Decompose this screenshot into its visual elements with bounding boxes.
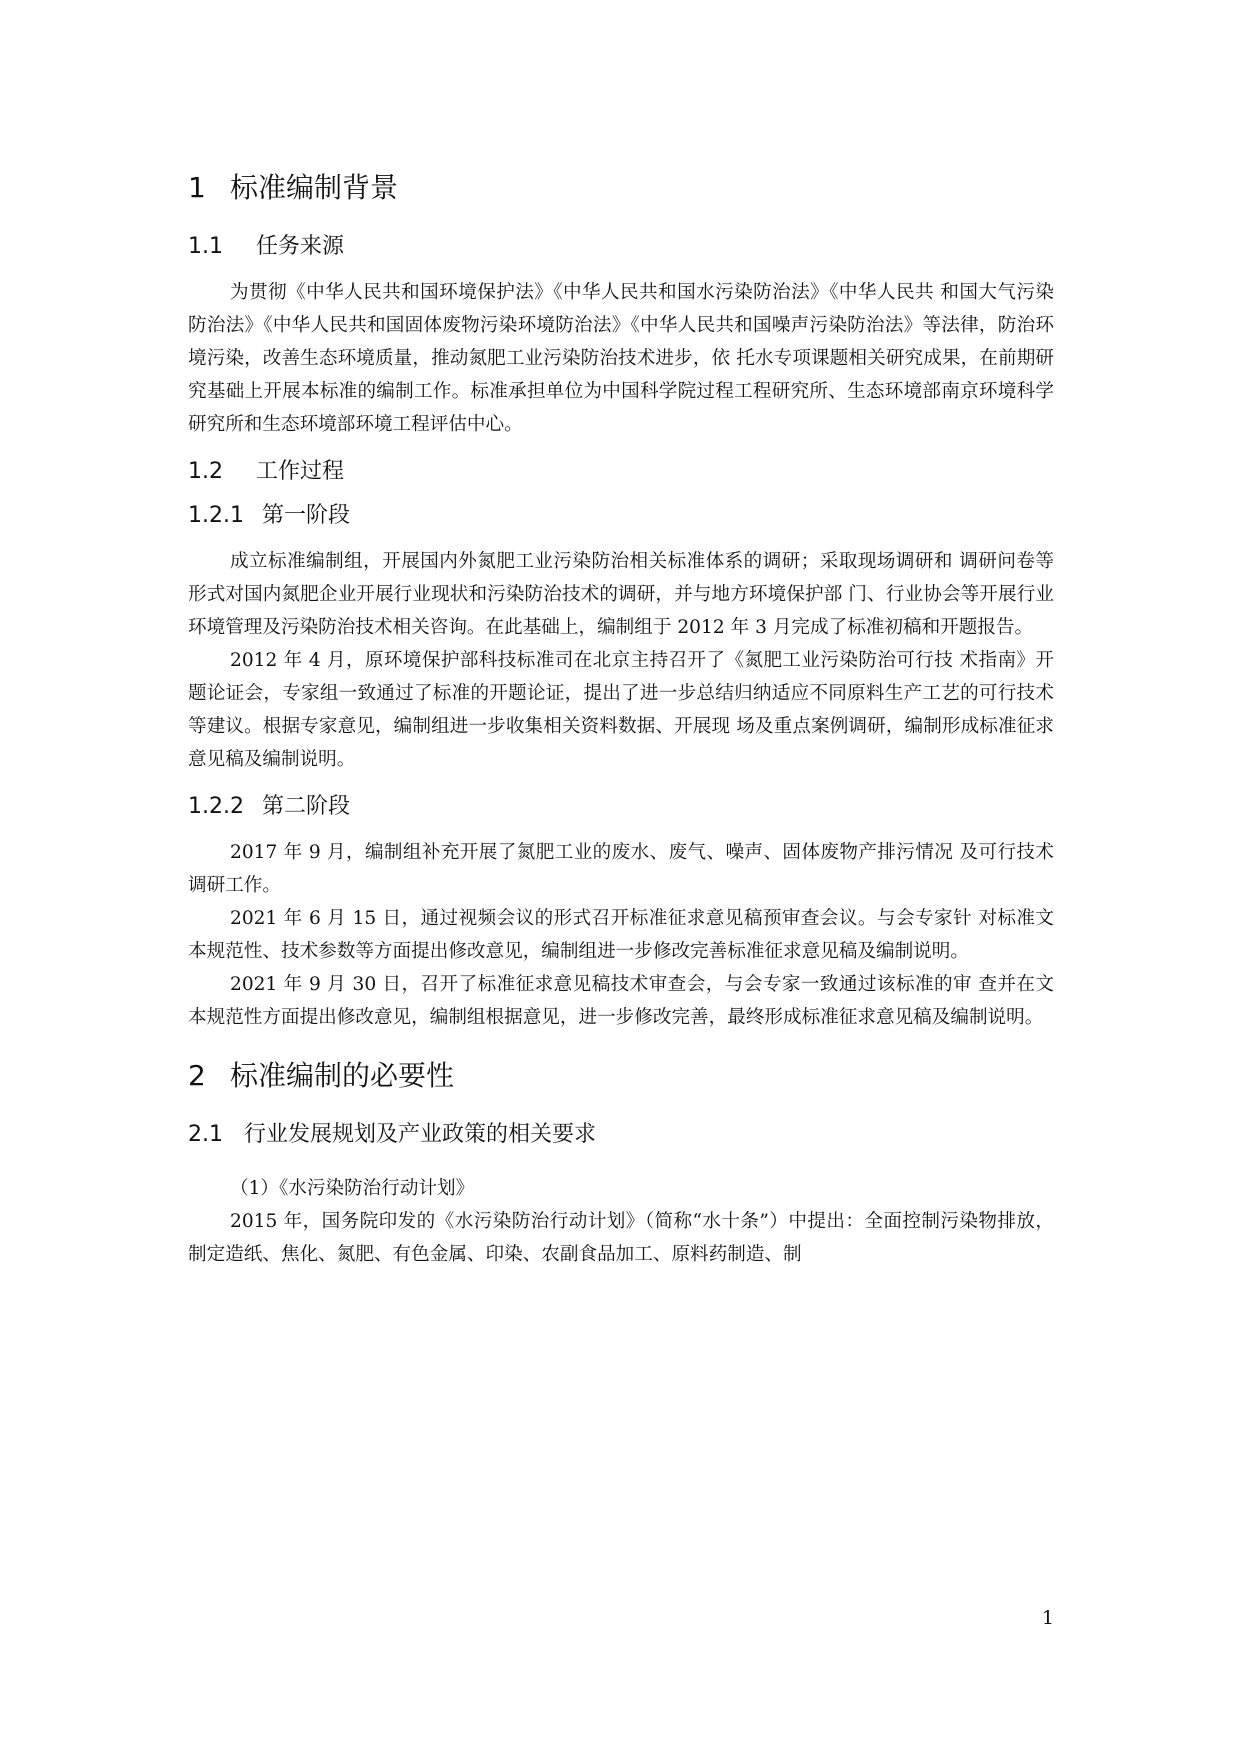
section-heading-1: [188, 168, 1054, 208]
page-number: 1: [1041, 1607, 1054, 1629]
body-paragraph: 成立标准编制组，开展国内外氮肥工业污染防治相关标准体系的调研；采取现场调研和 调研问卷等形式对国内氮肥企业开展行业现状和污染防治技术的调研，并与地方环境保护部 门、行业协会等开展行业环境管理及污染防治技术相关咨询。在此基础上，编制组于 2012 年 3 月完成了标准初稿和开题报告。: [188, 551, 1054, 638]
section-title: 标准编制的必要性: [230, 1059, 455, 1092]
section-title: 工作过程: [256, 459, 345, 484]
section-number: 2.1: [188, 1122, 223, 1147]
section-number: 2: [188, 1059, 206, 1092]
section-number: 1.2.2: [188, 794, 244, 819]
body-paragraph: 2021 年 6 月 15 日，通过视频会议的形式召开标准征求意见稿预审查会议。与会专家针 对标准文本规范性、技术参数等方面提出修改意见，编制组进一步修改完善标准征求意见稿及编制说明。: [188, 908, 1054, 962]
section-number: 1.1: [188, 234, 223, 259]
section-title: 第一阶段: [262, 503, 351, 528]
section-heading-2: [188, 1056, 1054, 1096]
section-number: 1.2.1: [188, 503, 244, 528]
section-title: 第二阶段: [262, 794, 351, 819]
section-heading-1-2-1: [188, 499, 1054, 533]
section-number: 1.2: [188, 459, 223, 484]
body-paragraph: 为贯彻《中华人民共和国环境保护法》《中华人民共和国水污染防治法》《中华人民共 和国大气污染防治法》《中华人民共和国固体废物污染环境防治法》《中华人民共和国噪声污染防治法》等法律，防治环境污染，改善生态环境质量，推动氮肥工业污染防治技术进步，依 托水专项课题相关研究成果，在前期研究基础上开展本标准的编制工作。标准承担单位为中国科学院过程工程研究所、生态环境部南京环境科学研究所和生态环境部环境工程评估中心。: [188, 282, 1054, 435]
section-heading-1-2-2: [188, 790, 1054, 824]
section-title: 标准编制背景: [230, 171, 399, 204]
section-heading-2-1: [188, 1118, 1054, 1152]
body-paragraph: 2015 年，国务院印发的《水污染防治行动计划》（简称“水十条”）中提出：全面控制污染物排放，制定造纸、焦化、氮肥、有色金属、印染、农副食品加工、原料药制造、制: [188, 1211, 1054, 1265]
section-title: 任务来源: [256, 234, 345, 259]
section-heading-1-2: [188, 455, 1054, 489]
body-paragraph: 2012 年 4 月，原环境保护部科技标准司在北京主持召开了《氮肥工业污染防治可行技 术指南》开题论证会，专家组一致通过了标准的开题论证，提出了进一步总结归纳适应不同原料生产工艺的可行技术等建议。根据专家意见，编制组进一步收集相关资料数据、开展现 场及重点案例调研，编制形成标准征求意见稿及编制说明。: [188, 650, 1054, 770]
section-title: 行业发展规划及产业政策的相关要求: [244, 1122, 597, 1147]
page-content: [188, 168, 1054, 1271]
body-paragraph: 2017 年 9 月，编制组补充开展了氮肥工业的废水、废气、噪声、固体废物产排污情况 及可行技术调研工作。: [188, 842, 1054, 896]
body-paragraph: 2021 年 9 月 30 日，召开了标准征求意见稿技术审查会，与会专家一致通过该标准的审 查并在文本规范性方面提出修改意见，编制组根据意见，进一步修改完善，最终形成标准征求意见稿及编制说明。: [188, 974, 1054, 1028]
section-number: 1: [188, 171, 206, 204]
list-item-heading: （1）《水污染防治行动计划》: [230, 1178, 475, 1199]
section-heading-1-1: [188, 230, 1054, 264]
